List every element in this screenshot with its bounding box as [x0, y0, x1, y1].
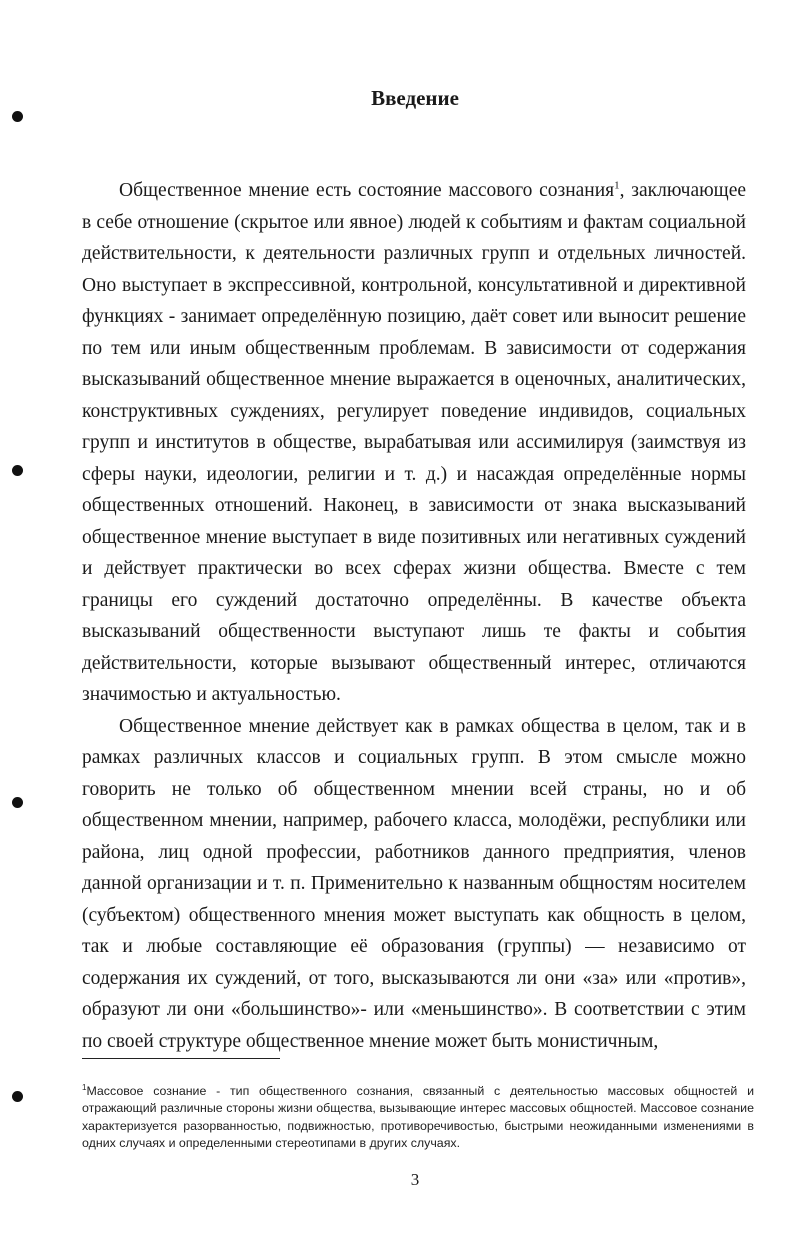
binder-hole-mark — [12, 1091, 23, 1102]
paragraph-2: Общественное мнение действует как в рамках общества в целом, так и в рамках различных классов и социальных групп. В этом смысле можно говорить не только об общественном мнении всей страны, но и об общественном мнении, например, рабочего класса, молодёжи, республики или района, лиц одной профессии, работников данного предприятия, членов данной организации и т. п. Применительно к названным общностям носителем (субъектом) общественного мнения может выступать как общность в целом, так и любые составляющие её образования (группы) — независимо от содержания их суждений, от того, высказываются ли они «за» или «против», образуют ли они «большинство»- или «меньшинство». В соответствии с этим по своей структуре общественное мнение может быть монистичным, — [82, 715, 746, 1052]
footnote — [82, 1083, 754, 1152]
paragraph-1-before-ref: Общественное мнение есть состояние массового сознания — [119, 180, 615, 201]
paragraph-1-after-ref: , заключающее в себе отношение (скрытое или явное) людей к событиям и фактам социальной действительности, к деятельности различных групп и отдельных личностей. Оно выступает в экспрессивной, контрольной, консультативной и директивной функциях - занимает определённую позицию, даёт совет или выносит решение по тем или иным общественным проблемам. В зависимости от содержания высказываний общественное мнение выражается в оценочных, аналитических, конструктивных суждениях, регулирует поведение индивидов, социальных групп и институтов в обществе, вырабатывая или ассимилируя (заимствуя из сферы науки, идеологии, религии и т. д.) и насаждая определённые нормы общественных отношений. Наконец, в зависимости от знака высказываний общественное мнение выступает в виде позитивных или негативных суждений и действует практически во всех сферах жизни общества. Вместе с тем границы его суждений достаточно определённы. В качестве объекта высказываний общественности выступают лишь те факты и события действительности, которые вызывают общественный интерес, отличаются значимостью и актуальностью. — [82, 180, 747, 705]
binder-hole-mark — [12, 797, 23, 808]
page-title: Введение — [371, 86, 459, 110]
footnote-text: Массовое сознание - тип общественного сознания, связанный с деятельностью массовых общностей и отражающий различные стороны жизни общества, вызывающие интерес массовых общностей. Массовое сознание характеризуется разорванностью, подвижностью, противоречивостью, быстрыми неожиданными изменениями в одних случаях и определенными стереотипами в других случаях. — [82, 1084, 754, 1150]
binder-hole-mark — [12, 111, 23, 122]
footnote-marker: 1 — [82, 1082, 87, 1092]
page-number: 3 — [410, 1170, 420, 1189]
footnote-separator — [82, 1058, 280, 1059]
binder-hole-mark — [12, 465, 23, 476]
body-text — [82, 175, 746, 1057]
paragraph-1 — [82, 175, 746, 711]
footnote-reference[interactable]: 1 — [614, 179, 620, 192]
